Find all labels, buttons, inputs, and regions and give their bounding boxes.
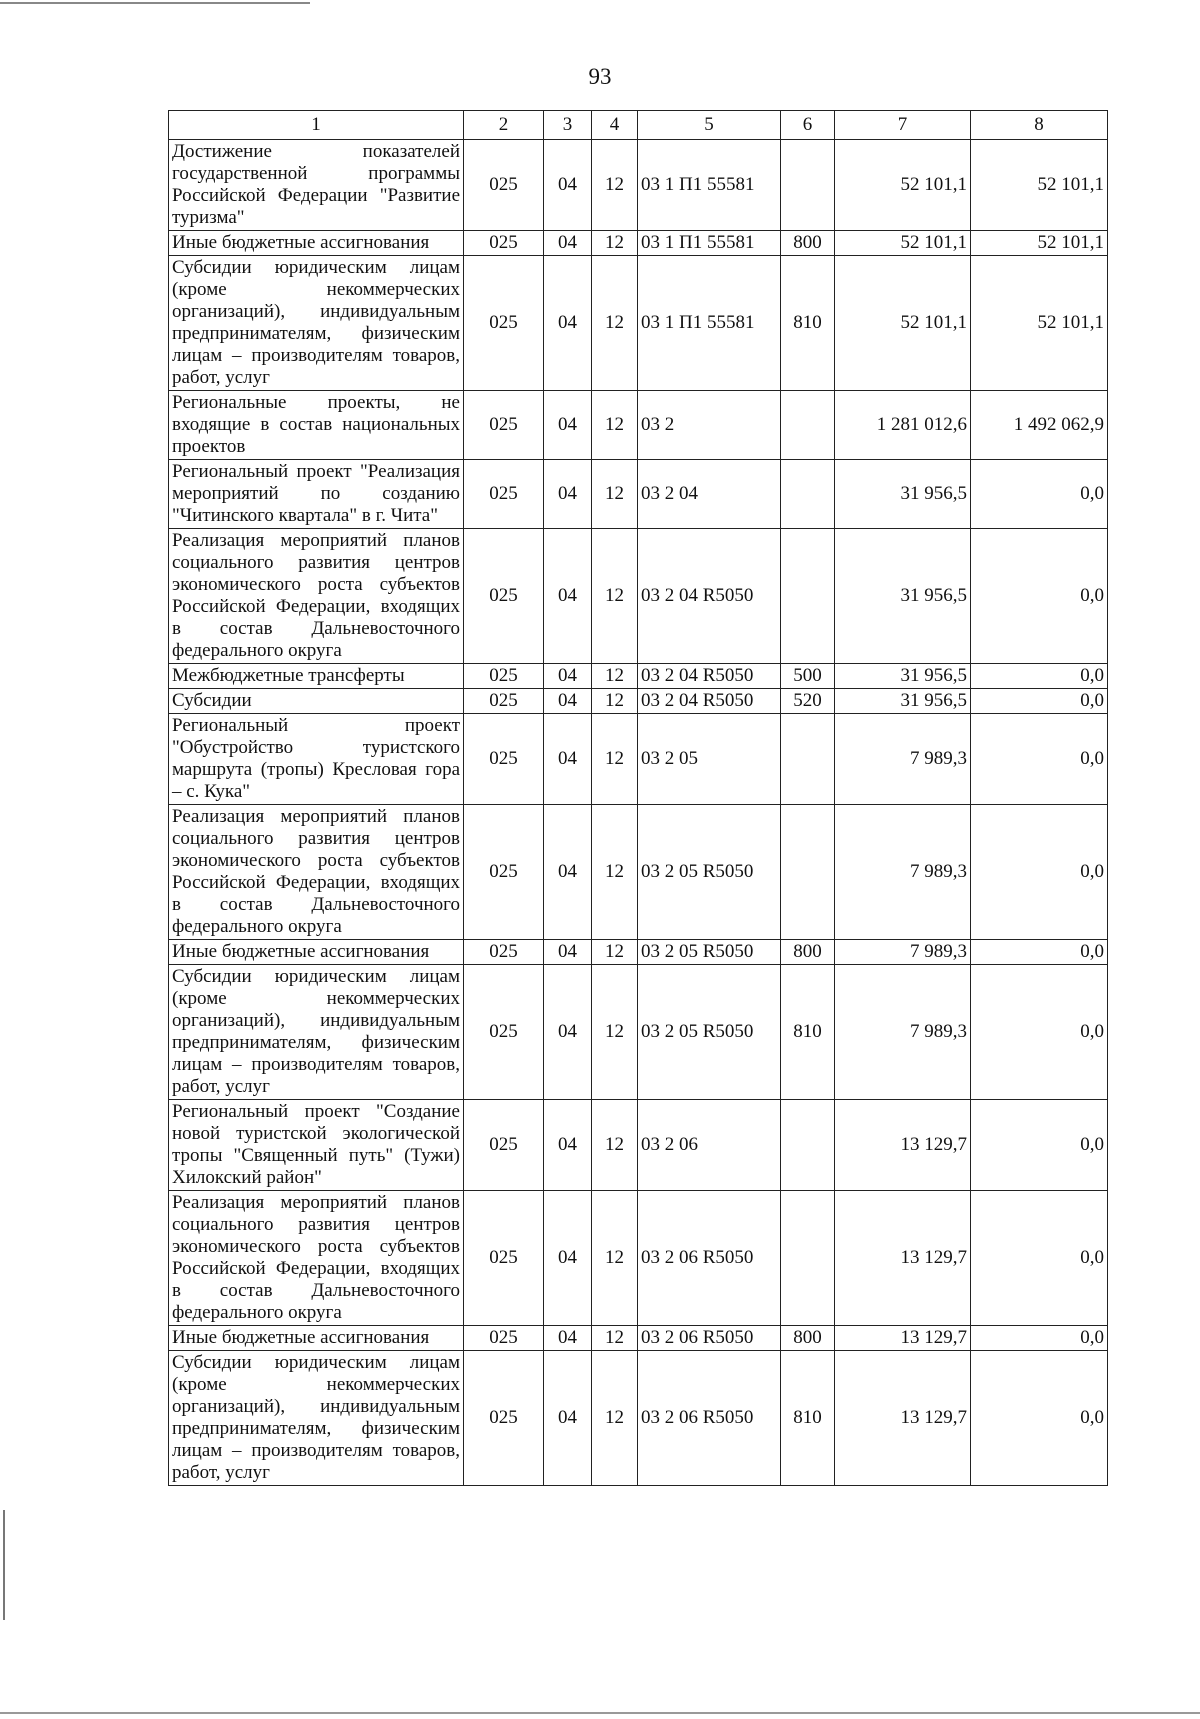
margin-mark [3,1510,5,1620]
expense-type-code: 520 [781,689,835,714]
amount-year-2: 0,0 [971,940,1108,965]
publisher-code: 025 [464,689,544,714]
section-code: 04 [544,1100,592,1191]
publisher-code: 025 [464,664,544,689]
table-row [169,965,1108,1100]
subsection-code: 12 [592,529,638,664]
publisher-code: 025 [464,140,544,231]
column-header: 2 [464,111,544,140]
subsection-code: 12 [592,1191,638,1326]
budget-table [168,110,1108,1486]
subsection-code: 12 [592,231,638,256]
expense-type-code [781,391,835,460]
section-code: 04 [544,391,592,460]
table-row [169,1351,1108,1486]
amount-year-2: 52 101,1 [971,256,1108,391]
publisher-code: 025 [464,1351,544,1486]
table-row [169,231,1108,256]
section-code: 04 [544,805,592,940]
publisher-code: 025 [464,1191,544,1326]
target-article-code: 03 2 06 R5050 [638,1191,781,1326]
column-header: 5 [638,111,781,140]
table-row [169,460,1108,529]
subsection-code: 12 [592,805,638,940]
target-article-code: 03 2 04 [638,460,781,529]
amount-year-2: 0,0 [971,1100,1108,1191]
column-header: 7 [835,111,971,140]
row-name: Иные бюджетные ассигнования [169,231,464,256]
target-article-code: 03 1 П1 55581 [638,231,781,256]
subsection-code: 12 [592,1100,638,1191]
target-article-code: 03 2 06 R5050 [638,1326,781,1351]
table-row [169,805,1108,940]
subsection-code: 12 [592,940,638,965]
bottom-rule [0,1712,1200,1714]
section-code: 04 [544,714,592,805]
column-header: 8 [971,111,1108,140]
amount-year-2: 0,0 [971,714,1108,805]
amount-year-1: 13 129,7 [835,1326,971,1351]
row-name: Реализация мероприятий планов социального развития центров экономического роста субъектов Российской Федерации, входящих в состав Дальневосточного федерального округа [169,805,464,940]
row-name: Иные бюджетные ассигнования [169,940,464,965]
table-row [169,714,1108,805]
section-code: 04 [544,1351,592,1486]
amount-year-1: 13 129,7 [835,1100,971,1191]
expense-type-code: 500 [781,664,835,689]
subsection-code: 12 [592,460,638,529]
row-name: Региональные проекты, не входящие в состав национальных проектов [169,391,464,460]
table-row [169,391,1108,460]
row-name: Достижение показателей государственной программы Российской Федерации "Развитие туризма" [169,140,464,231]
amount-year-1: 7 989,3 [835,965,971,1100]
amount-year-1: 31 956,5 [835,689,971,714]
column-header: 3 [544,111,592,140]
amount-year-1: 31 956,5 [835,529,971,664]
row-name: Региональный проект "Обустройство туристского маршрута (тропы) Кресловая гора – с. Кука" [169,714,464,805]
subsection-code: 12 [592,1351,638,1486]
row-name: Субсидии юридическим лицам (кроме некоммерческих организаций), индивидуальным предпринимателям, физическим лицам – производителям товаров, работ, услуг [169,256,464,391]
expense-type-code [781,1100,835,1191]
section-code: 04 [544,689,592,714]
page-number: 93 [588,64,612,89]
amount-year-1: 7 989,3 [835,940,971,965]
target-article-code: 03 2 04 R5050 [638,664,781,689]
amount-year-2: 52 101,1 [971,231,1108,256]
amount-year-1: 1 281 012,6 [835,391,971,460]
row-name: Иные бюджетные ассигнования [169,1326,464,1351]
amount-year-2: 0,0 [971,664,1108,689]
publisher-code: 025 [464,1100,544,1191]
amount-year-2: 0,0 [971,1351,1108,1486]
section-code: 04 [544,460,592,529]
subsection-code: 12 [592,689,638,714]
publisher-code: 025 [464,940,544,965]
section-code: 04 [544,1191,592,1326]
row-name: Субсидии [169,689,464,714]
target-article-code: 03 2 05 R5050 [638,965,781,1100]
target-article-code: 03 2 05 R5050 [638,805,781,940]
publisher-code: 025 [464,529,544,664]
target-article-code: 03 2 06 R5050 [638,1351,781,1486]
row-name: Межбюджетные трансферты [169,664,464,689]
amount-year-1: 52 101,1 [835,231,971,256]
section-code: 04 [544,140,592,231]
row-name: Реализация мероприятий планов социального развития центров экономического роста субъектов Российской Федерации, входящих в состав Дальневосточного федерального округа [169,529,464,664]
section-code: 04 [544,231,592,256]
expense-type-code [781,529,835,664]
publisher-code: 025 [464,1326,544,1351]
publisher-code: 025 [464,805,544,940]
table-row [169,1326,1108,1351]
amount-year-2: 0,0 [971,805,1108,940]
expense-type-code: 810 [781,256,835,391]
table-row [169,689,1108,714]
table-row [169,140,1108,231]
target-article-code: 03 2 06 [638,1100,781,1191]
expense-type-code: 810 [781,965,835,1100]
row-name: Реализация мероприятий планов социального развития центров экономического роста субъектов Российской Федерации, входящих в состав Дальневосточного федерального округа [169,1191,464,1326]
publisher-code: 025 [464,391,544,460]
subsection-code: 12 [592,714,638,805]
table-row [169,1100,1108,1191]
publisher-code: 025 [464,965,544,1100]
amount-year-2: 0,0 [971,1191,1108,1326]
amount-year-1: 52 101,1 [835,256,971,391]
table-row [169,529,1108,664]
header-row [169,111,1108,140]
target-article-code: 03 2 05 R5050 [638,940,781,965]
table-row [169,1191,1108,1326]
subsection-code: 12 [592,1326,638,1351]
expense-type-code: 800 [781,940,835,965]
amount-year-2: 1 492 062,9 [971,391,1108,460]
section-code: 04 [544,965,592,1100]
subsection-code: 12 [592,965,638,1100]
row-name: Субсидии юридическим лицам (кроме некоммерческих организаций), индивидуальным предпринимателям, физическим лицам – производителям товаров, работ, услуг [169,1351,464,1486]
table-row [169,256,1108,391]
publisher-code: 025 [464,256,544,391]
publisher-code: 025 [464,231,544,256]
section-code: 04 [544,940,592,965]
column-header: 4 [592,111,638,140]
amount-year-2: 0,0 [971,689,1108,714]
amount-year-2: 0,0 [971,460,1108,529]
amount-year-1: 13 129,7 [835,1191,971,1326]
row-name: Региональный проект "Реализация мероприятий по созданию "Читинского квартала" в г. Чита" [169,460,464,529]
amount-year-1: 7 989,3 [835,805,971,940]
expense-type-code [781,460,835,529]
target-article-code: 03 1 П1 55581 [638,140,781,231]
amount-year-1: 52 101,1 [835,140,971,231]
target-article-code: 03 2 05 [638,714,781,805]
amount-year-2: 0,0 [971,965,1108,1100]
target-article-code: 03 2 04 R5050 [638,529,781,664]
section-code: 04 [544,256,592,391]
table-row [169,940,1108,965]
amount-year-2: 0,0 [971,529,1108,664]
expense-type-code: 810 [781,1351,835,1486]
expense-type-code [781,1191,835,1326]
expense-type-code [781,140,835,231]
target-article-code: 03 2 04 R5050 [638,689,781,714]
expense-type-code: 800 [781,1326,835,1351]
column-header: 6 [781,111,835,140]
amount-year-1: 31 956,5 [835,460,971,529]
amount-year-1: 7 989,3 [835,714,971,805]
amount-year-2: 52 101,1 [971,140,1108,231]
expense-type-code [781,805,835,940]
amount-year-2: 0,0 [971,1326,1108,1351]
subsection-code: 12 [592,140,638,231]
section-code: 04 [544,664,592,689]
expense-type-code: 800 [781,231,835,256]
amount-year-1: 13 129,7 [835,1351,971,1486]
column-header: 1 [169,111,464,140]
top-rule [0,2,310,4]
publisher-code: 025 [464,714,544,805]
row-name: Субсидии юридическим лицам (кроме некоммерческих организаций), индивидуальным предпринимателям, физическим лицам – производителям товаров, работ, услуг [169,965,464,1100]
section-code: 04 [544,529,592,664]
amount-year-1: 31 956,5 [835,664,971,689]
publisher-code: 025 [464,460,544,529]
table-row [169,664,1108,689]
row-name: Региональный проект "Создание новой туристской экологической тропы "Священный путь" (Тужи) Хилокский район" [169,1100,464,1191]
subsection-code: 12 [592,256,638,391]
expense-type-code [781,714,835,805]
subsection-code: 12 [592,391,638,460]
section-code: 04 [544,1326,592,1351]
table-body [169,140,1108,1486]
target-article-code: 03 2 [638,391,781,460]
subsection-code: 12 [592,664,638,689]
target-article-code: 03 1 П1 55581 [638,256,781,391]
